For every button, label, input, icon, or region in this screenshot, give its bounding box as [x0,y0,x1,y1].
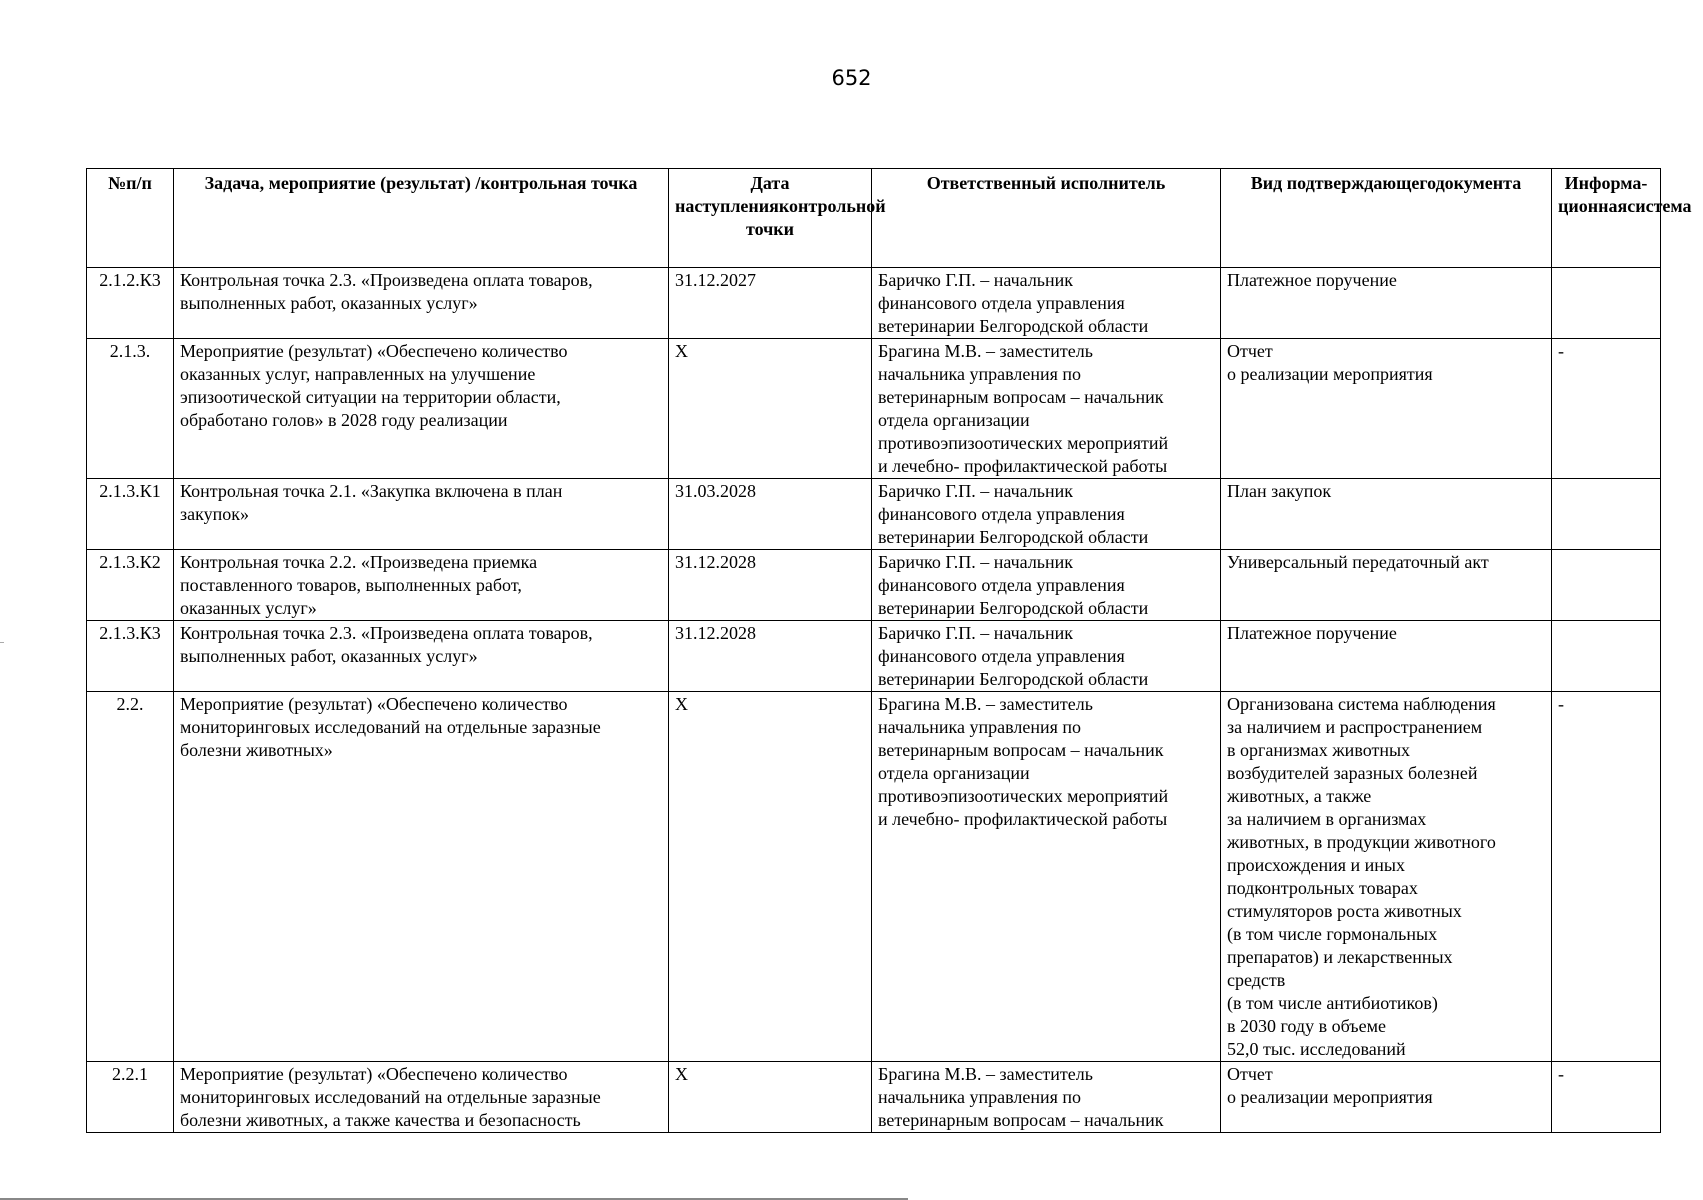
control-points-table-container [86,168,1692,1137]
cell-date: 31.03.2028 [669,479,872,550]
cell-responsible: Баричко Г.П. – начальник финансового отдела управления ветеринарии Белгородской области [872,268,1221,339]
cell-number: 2.1.3.К3 [87,621,174,692]
cell-document: Отчет о реализации мероприятия [1221,1062,1552,1133]
cell-system [1552,479,1661,550]
cell-task: Контрольная точка 2.3. «Произведена оплата товаров, выполненных работ, оказанных услуг» [174,268,669,339]
header-document: Вид подтверждающегодокумента [1221,169,1552,268]
cell-date: Х [669,1062,872,1133]
cell-responsible: Баричко Г.П. – начальник финансового отдела управления ветеринарии Белгородской области [872,479,1221,550]
cell-system: - [1552,692,1661,1062]
cell-date: 31.12.2028 [669,621,872,692]
cell-document: Организована система наблюдения за наличием и распространением в организмах животных возбудителей заразных болезней животных, а также за наличием в организмах животных, в продукции животного происхождения и иных подконтрольных товарах стимуляторов роста животных (в том числе гормональных препаратов) и лекарственных средств (в том числе антибиотиков) в 2030 году в объеме 52,0 тыс. исследований [1221,692,1552,1062]
cell-responsible: Брагина М.В. – заместитель начальника управления по ветеринарным вопросам – начальник отдела организации противоэпизоотических мероприятий и лечебно- профилактической работы [872,339,1221,479]
table-body [87,268,1661,1133]
header-system: Информа-ционнаясистема [1552,169,1661,268]
cell-task: Контрольная точка 2.3. «Произведена оплата товаров, выполненных работ, оказанных услуг» [174,621,669,692]
header-date: Дата наступленияконтрольной точки [669,169,872,268]
table-row [87,268,1661,339]
table-row [87,339,1661,479]
cell-document: План закупок [1221,479,1552,550]
cell-document: Отчет о реализации мероприятия [1221,339,1552,479]
table-row [87,550,1661,621]
cell-responsible: Баричко Г.П. – начальник финансового отдела управления ветеринарии Белгородской области [872,621,1221,692]
control-points-table [86,168,1692,1133]
table-header-row [87,169,1661,268]
cell-task: Контрольная точка 2.1. «Закупка включена в план закупок» [174,479,669,550]
cell-date: 31.12.2028 [669,550,872,621]
header-task: Задача, мероприятие (результат) /контрольная точка [174,169,669,268]
cell-number: 2.1.3. [87,339,174,479]
cell-task: Контрольная точка 2.2. «Произведена приемка поставленного товаров, выполненных работ, оказанных услуг» [174,550,669,621]
header-responsible: Ответственный исполнитель [872,169,1221,268]
page-number: 652 [831,66,872,90]
cell-date: 31.12.2027 [669,268,872,339]
cell-document: Платежное поручение [1221,621,1552,692]
cell-task: Мероприятие (результат) «Обеспечено количество оказанных услуг, направленных на улучшение эпизоотической ситуации на территории области, обработано голов» в 2028 году реализации [174,339,669,479]
cell-task: Мероприятие (результат) «Обеспечено количество мониторинговых исследований на отдельные заразные болезни животных» [174,692,669,1062]
cell-number: 2.1.3.К2 [87,550,174,621]
cell-system: - [1552,1062,1661,1133]
cell-number: 2.1.2.К3 [87,268,174,339]
cell-document: Платежное поручение [1221,268,1552,339]
table-row [87,692,1661,1062]
cell-document: Универсальный передаточный акт [1221,550,1552,621]
cell-date: Х [669,692,872,1062]
cell-date: Х [669,339,872,479]
header-number: №п/п [87,169,174,268]
cell-system [1552,621,1661,692]
cell-system [1552,268,1661,339]
cell-responsible: Брагина М.В. – заместитель начальника управления по ветеринарным вопросам – начальник [872,1062,1221,1133]
table-row [87,1062,1661,1133]
cell-system: - [1552,339,1661,479]
table-row [87,479,1661,550]
cell-task: Мероприятие (результат) «Обеспечено количество мониторинговых исследований на отдельные заразные болезни животных, а также качества и безопасность [174,1062,669,1133]
cell-responsible: Баричко Г.П. – начальник финансового отдела управления ветеринарии Белгородской области [872,550,1221,621]
table-row [87,621,1661,692]
cell-number: 2.2. [87,692,174,1062]
cell-number: 2.2.1 [87,1062,174,1133]
cell-number: 2.1.3.К1 [87,479,174,550]
cell-system [1552,550,1661,621]
scan-edge-mark [0,642,4,643]
cell-responsible: Брагина М.В. – заместитель начальника управления по ветеринарным вопросам – начальник отдела организации противоэпизоотических мероприятий и лечебно- профилактической работы [872,692,1221,1062]
